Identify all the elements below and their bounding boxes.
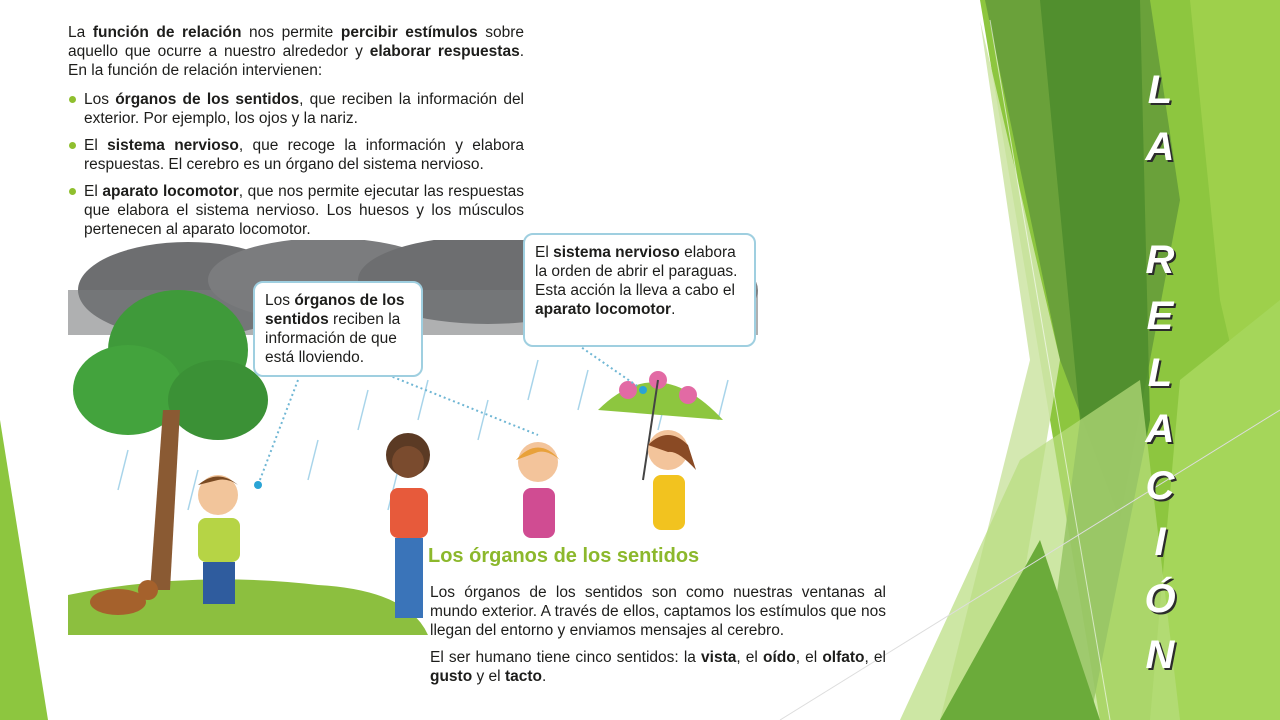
list-item <box>68 182 524 239</box>
para-text: , el <box>795 649 818 666</box>
intro-paragraph <box>68 23 524 80</box>
para-bold: vista <box>701 649 737 666</box>
callout-text: elabora la orden de abrir el paraguas. Esta acción la lleva a cabo el <box>535 244 738 299</box>
bullet-text: El <box>84 137 98 154</box>
girl-figure <box>386 433 430 618</box>
para-bold: olfato <box>822 649 865 666</box>
para-bold: oído <box>762 649 796 666</box>
bullet-text: , que reciben la información del exterior. Por ejemplo, los ojos y la nariz. <box>84 91 525 127</box>
title-letter: L <box>1147 350 1173 395</box>
bullet-icon <box>69 142 76 149</box>
callout-bold: sistema nervioso <box>553 244 680 261</box>
title-letter: A <box>1145 407 1175 451</box>
callout-bold: aparato locomotor <box>535 301 672 318</box>
bullet-bold: sistema nervioso <box>107 137 239 154</box>
callout-senses <box>253 281 423 377</box>
title-letter: I <box>1154 520 1166 564</box>
callout-text: Los <box>265 292 290 309</box>
intro-bold: elaborar respuestas <box>369 43 520 60</box>
callout-bold: órganos de los sentidos <box>265 292 405 328</box>
section-paragraph <box>430 648 886 686</box>
intro-text: . En la función de relación intervienen: <box>68 43 524 79</box>
bullet-text: Los <box>84 91 109 108</box>
callout-text: reciben la información de que está lloviendo. <box>265 311 401 366</box>
callout-text: El <box>535 244 549 261</box>
bullet-text: El <box>84 183 98 200</box>
title-letter: N <box>1145 633 1175 677</box>
intro-text: sobre aquello que ocurre a nuestro alrededor y <box>68 24 525 60</box>
title-letter: R <box>1145 237 1175 282</box>
para-text: El ser humano tiene cinco sentidos: la <box>430 649 696 666</box>
list-item <box>68 90 524 128</box>
bullet-bold: aparato locomotor <box>102 183 239 200</box>
title-letter: C <box>1145 463 1175 508</box>
bullet-list <box>68 90 524 247</box>
para-text: . <box>541 668 547 685</box>
callout-text: . <box>671 301 676 318</box>
intro-text: La <box>68 24 86 41</box>
intro-bold: percibir estímulos <box>340 24 478 41</box>
bullet-text: , que recoge la información y elabora respuestas. El cerebro es un órgano del sistema nervioso. <box>84 137 524 173</box>
section-title: Los órganos de los sentidos <box>428 545 700 567</box>
bullet-bold: órganos de los sentidos <box>115 91 300 108</box>
title-letter: Ó <box>1144 576 1176 621</box>
bullet-text: , que nos permite ejecutar las respuestas que elabora el sistema nervioso. Los huesos y los músculos pertenecen al aparato locomotor. <box>84 183 524 238</box>
slide-title-vertical <box>1138 62 1182 684</box>
intro-text: nos permite <box>249 24 334 41</box>
bullet-icon <box>69 96 76 103</box>
para-bold: tacto <box>504 668 542 685</box>
para-text: , el <box>864 649 886 666</box>
title-letter <box>1138 175 1182 232</box>
title-letter: A <box>1145 124 1175 169</box>
boy-figure <box>198 475 240 604</box>
girl-figure <box>648 430 696 530</box>
para-bold: gusto <box>430 668 473 685</box>
callout-nervous-system <box>523 233 756 347</box>
title-letter: E <box>1146 294 1174 338</box>
girl-figure <box>516 442 560 538</box>
list-item <box>68 136 524 174</box>
section-paragraph: Los órganos de los sentidos son como nuestras ventanas al mundo exterior. A través de ellos, captamos los estímulos que nos llegan del entorno y enviamos mensajes al cerebro. <box>430 584 886 639</box>
title-letter: L <box>1147 68 1173 112</box>
intro-bold: función de relación <box>92 24 242 41</box>
para-text: y el <box>476 668 501 685</box>
para-text: , el <box>736 649 758 666</box>
bullet-icon <box>69 188 76 195</box>
